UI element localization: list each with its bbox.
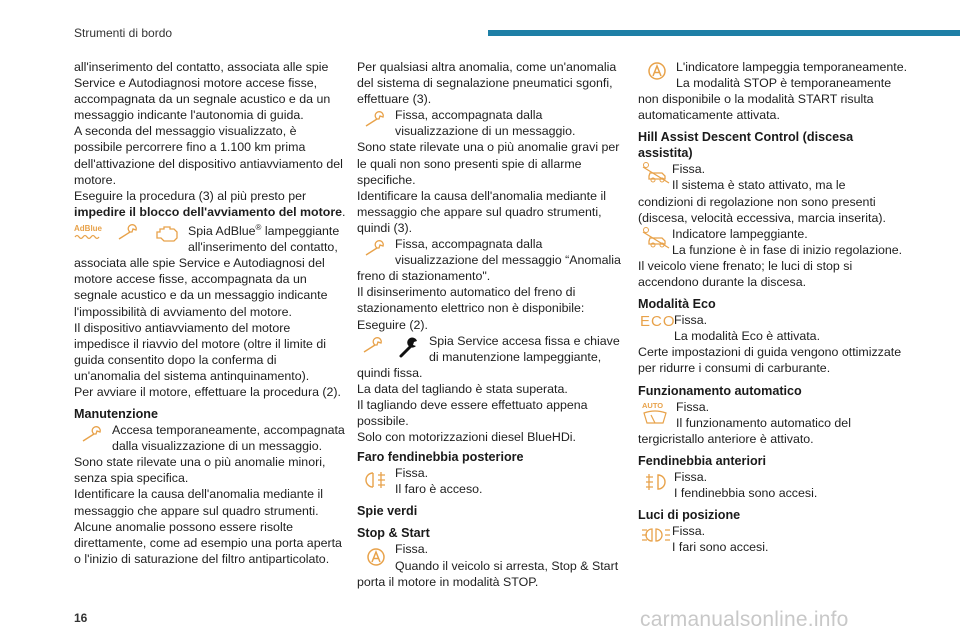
wrench-icon xyxy=(363,111,393,137)
section-heading: Fendinebbia anteriori xyxy=(638,453,767,468)
position-lights-icon xyxy=(640,525,670,551)
adblue-warning-row: AdBlue Spia AdBlue® lampeggiante all'inserimento del contatto, xyxy=(74,222,340,255)
front-fog-row: Fissa. I fendinebbia sono accesi. xyxy=(638,469,910,501)
paragraph: Identificare la causa dell'anomalia mediante il messaggio che appare sul quadro strumenti. xyxy=(74,487,323,518)
hill-descent-icon xyxy=(640,226,670,252)
position-lights-row: Fissa. I fari sono accesi. xyxy=(638,523,910,555)
rear-fog-row: Fissa. Il faro è acceso. xyxy=(357,465,629,497)
watermark: carmanualsonline.info xyxy=(640,608,849,631)
maintenance-key-icon xyxy=(397,337,427,363)
section-heading: Spie verdi xyxy=(357,504,418,519)
hill-flash-row: Indicatore lampeggiante. La funzione è in fase di inizio regolazione. xyxy=(638,226,910,258)
paragraph: Il veicolo viene frenato; le luci di stop si accendono durante la discesa. xyxy=(638,258,853,290)
paragraph: La data del tagliando è stata superata. xyxy=(357,381,568,396)
paragraph: Per qualsiasi altra anomalia, come un'anomalia del sistema di segnalazione pneumatici sgonfi, effettuare (3). xyxy=(357,60,617,107)
parking-brake-row: Fissa, accompagnata dalla visualizzazione del messaggio “Anomalia xyxy=(357,236,629,268)
engine-check-icon xyxy=(154,224,184,250)
paragraph: Per avviare il motore, effettuare la procedura (2). xyxy=(74,385,341,399)
paragraph: quindi fissa. xyxy=(357,365,423,380)
wrench-icon xyxy=(361,337,391,363)
paragraph: associata alle spie Service e Autodiagnosi del motore accese fisse, accompagnata da un segnale acustico e da un messaggio indicante l'impossibilità di avviamento del motore. xyxy=(74,256,328,319)
column-3 xyxy=(638,59,910,555)
rear-fog-lamp-icon xyxy=(363,469,393,495)
eco-row: ECO Fissa. La modalità Eco è attivata. xyxy=(640,313,821,344)
paragraph: condizioni di regolazione non sono presenti (discesa, velocità eccessiva, marcia inserita). xyxy=(638,194,886,225)
paragraph: Sono state rilevate una o più anomalie minori, senza spia specifica. xyxy=(74,455,326,486)
service-fixed-row: Fissa, accompagnata dalla visualizzazione di un messaggio. xyxy=(357,107,629,139)
stop-start-flash-row: L'indicatore lampeggia temporaneamente. La modalità STOP è temporaneamente xyxy=(638,59,910,91)
front-fog-lamp-icon xyxy=(642,471,672,497)
adblue-icon: AdBlue xyxy=(74,224,104,242)
stop-start-row: Fissa. Quando il veicolo si arresta, Stop & Start xyxy=(357,541,629,573)
paragraph: Il disinserimento automatico del freno di stazionamento elettrico non è disponibile: Eseguire (2). xyxy=(357,285,585,332)
hill-descent-icon xyxy=(640,161,670,187)
section-heading: Faro fendinebbia posteriore xyxy=(357,450,524,465)
page-header-title: Strumenti di bordo xyxy=(74,26,173,40)
auto-wiper-row: AUTO Fissa. Il funzionamento automatico del xyxy=(642,399,851,430)
section-heading: Funzionamento automatico xyxy=(638,383,802,398)
wrench-icon xyxy=(116,224,146,250)
paragraph: Sono state rilevate una o più anomalie gravi per le quali non sono presenti spie di allarme specifiche. xyxy=(357,140,620,187)
section-heading: Modalità Eco xyxy=(638,297,716,312)
header-accent-bar xyxy=(488,30,960,36)
wrench-icon xyxy=(80,426,110,452)
paragraph: porta il motore in modalità STOP. xyxy=(357,574,539,589)
service-key-row: Spia Service accesa fissa e chiave di manutenzione lampeggiante, xyxy=(357,333,629,365)
column-1 xyxy=(74,59,346,567)
wrench-icon xyxy=(363,240,393,266)
section-heading: Hill Assist Descent Control (discesa assistita) xyxy=(638,130,854,161)
column-2 xyxy=(357,59,629,590)
maintenance-row xyxy=(74,422,346,454)
page-number: 16 xyxy=(74,611,88,625)
stop-start-a-icon xyxy=(363,545,393,571)
paragraph: Alcune anomalie possono essere risolte direttamente, come ad esempio una porta aperta o l'inizio di saturazione del filtro antiparticolato. xyxy=(74,519,342,566)
paragraph: non disponibile o la modalità START risulta automaticamente attivata. xyxy=(638,92,874,123)
paragraph: Il tagliando deve essere effettuato appena possibile. xyxy=(357,397,588,429)
paragraph: Certe impostazioni di guida vengono ottimizzate per ridurre i consumi di carburante. xyxy=(638,345,902,376)
paragraph: all'inserimento del contatto, associata alle spie Service e Autodiagnosi motore accese fisse, accompagnata da un segnale acustico e da un messaggio indicante l'autonomia di guida. xyxy=(74,60,331,123)
paragraph: A seconda del messaggio visualizzato, è possibile percorrere fino a 1.100 km prima dell'attivazione del dispositivo antiavviamento del motore. xyxy=(74,124,343,187)
eco-mode-icon: ECO xyxy=(640,313,676,331)
paragraph: freno di stazionamento". xyxy=(357,269,491,284)
auto-wiper-icon: AUTO xyxy=(642,401,672,428)
paragraph: Eseguire la procedura (3) al più presto per impedire il blocco dell'avviamento del motore. xyxy=(74,188,346,219)
paragraph: tergicristallo anteriore è attivato. xyxy=(638,431,814,446)
paragraph: Identificare la causa dell'anomalia mediante il messaggio che appare sul quadro strumenti, quindi (3). xyxy=(357,188,606,235)
maintenance-text: Accesa temporaneamente, accompagnata dalla visualizzazione di un messaggio. xyxy=(112,423,345,454)
hill-fixed-row: Fissa. Il sistema è stato attivato, ma le xyxy=(638,161,910,193)
section-heading: Stop & Start xyxy=(357,526,430,541)
section-heading: Luci di posizione xyxy=(638,507,741,522)
stop-start-a-icon xyxy=(644,59,674,85)
paragraph: Solo con motorizzazioni diesel BlueHDi. xyxy=(357,430,577,445)
section-heading: Manutenzione xyxy=(74,407,158,422)
paragraph: Il dispositivo antiavviamento del motore impedisce il riavvio del motore (oltre il limite di guida consentito dopo la conferma di un'anomalia del sistema antinquinamento). xyxy=(74,320,327,383)
